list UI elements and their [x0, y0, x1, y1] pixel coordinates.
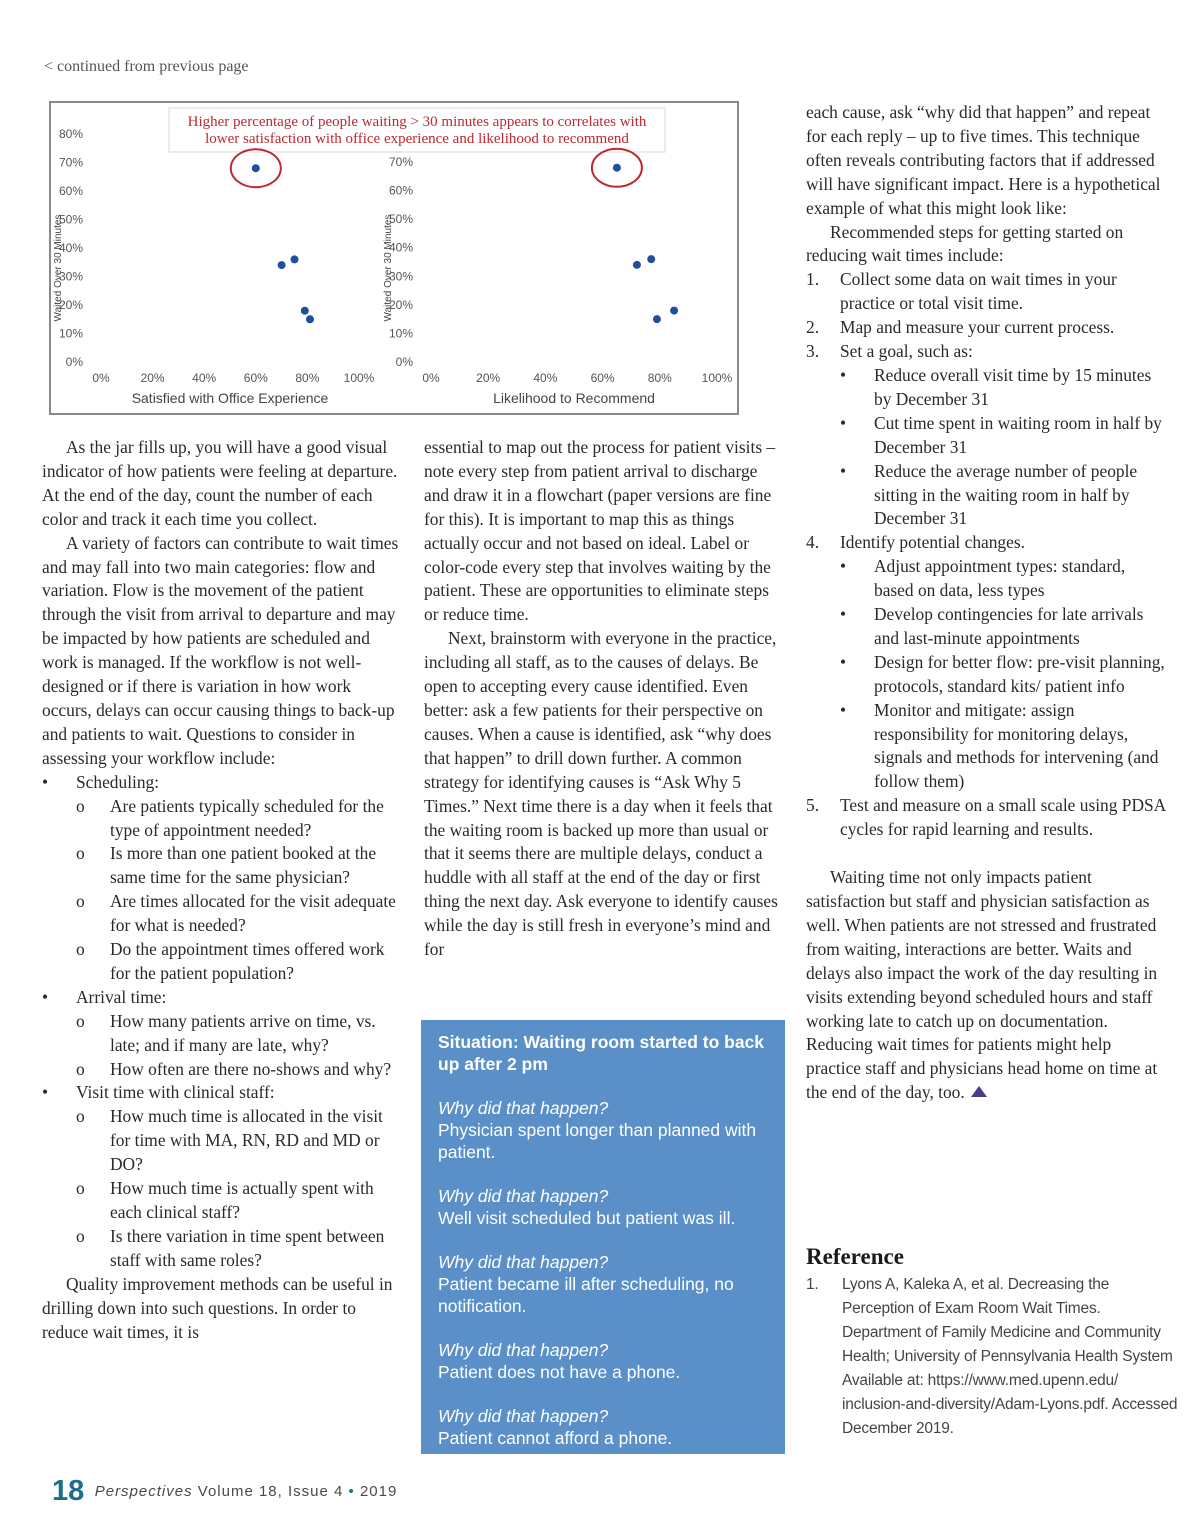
why-answer: Patient cannot afford a phone.	[438, 1428, 673, 1448]
x-axis-label: Satisfied with Office Experience	[131, 390, 329, 406]
numbered-step	[806, 340, 1168, 364]
sub-mark: o	[76, 1225, 85, 1246]
sub-mark: o	[76, 1058, 85, 1079]
step-bullet	[806, 603, 1168, 651]
sub-text: Is there variation in time spent between staff with same roles?	[110, 1225, 385, 1270]
volume: Volume 18, Issue 4	[197, 1483, 344, 1500]
reference-number: 1.	[806, 1276, 819, 1293]
bullet-text: Cut time spent in waiting room in half by December 31	[874, 412, 1162, 457]
bullet-mark: •	[840, 699, 847, 720]
numbered-step	[806, 268, 1168, 316]
x-tick-label: 80%	[647, 371, 672, 385]
why-question: Why did that happen?	[438, 1186, 609, 1206]
why-answer: Physician spent longer than planned with patient.	[438, 1120, 757, 1162]
footer-publication	[95, 1483, 398, 1500]
y-axis-label: Waited Over 30 Minutes	[53, 214, 64, 322]
sub-text: Is more than one patient booked at the same time for the same physician?	[110, 843, 377, 888]
sub-item	[42, 842, 402, 890]
reference-item	[806, 1273, 1178, 1441]
scatter-point	[252, 164, 260, 172]
bullet-mark: •	[42, 1082, 49, 1103]
y-tick-label: 0%	[65, 355, 83, 369]
sub-item	[42, 795, 402, 843]
why-step	[438, 1251, 769, 1317]
scatter-point	[301, 307, 309, 315]
y-tick-label: 10%	[388, 326, 413, 341]
sub-item	[42, 938, 402, 986]
bullet-text: Reduce overall visit time by 15 minutes by December 31	[874, 364, 1152, 409]
step-bullet	[806, 412, 1168, 460]
sub-item	[42, 1010, 402, 1058]
paragraph: Recommended steps for getting started on reducing wait times include:	[806, 221, 1124, 266]
y-tick-label: 60%	[58, 184, 83, 198]
scatter-point	[670, 307, 678, 315]
paragraph: essential to map out the process for patient visits – note every step from patient arrival to discharge and draw it in a flowchart (paper versions are fine for this). It is important to map this as things actually occur and not based on ideal. Label or color-code every step that involves waiting by the patient. These are opportunities to eliminate steps or reduce time.	[424, 437, 776, 625]
sub-text: Are times allocated for the visit adequate for what is needed?	[110, 891, 396, 936]
y-tick-label: 50%	[388, 212, 413, 227]
x-axis-label: Likelihood to Recommend	[493, 390, 655, 406]
bullet-text: Scheduling:	[76, 771, 160, 792]
continued-note: < continued from previous page	[44, 58, 249, 75]
bullet-text: Reduce the average number of people sitting in the waiting room in half by December 31	[874, 460, 1138, 529]
sub-mark: o	[76, 1010, 85, 1031]
sub-text: Are patients typically scheduled for the type of appointment needed?	[110, 795, 384, 840]
bullet-mark: •	[840, 364, 847, 385]
sub-mark: o	[76, 891, 85, 912]
sub-text: How many patients arrive on time, vs. late; and if many are late, why?	[110, 1010, 376, 1055]
bullet-mark: •	[840, 651, 847, 672]
sub-mark: o	[76, 843, 85, 864]
numbered-step	[806, 531, 1168, 555]
annotation-line: Higher percentage of people waiting > 30 minutes appears to correlates with	[187, 114, 647, 130]
bullet-item	[42, 1081, 402, 1105]
scatter-point	[306, 315, 314, 323]
why-step	[438, 1185, 769, 1229]
scatter-charts-svg	[51, 103, 737, 413]
publication-name: Perspectives	[94, 1483, 193, 1500]
x-tick-label: 60%	[243, 371, 268, 385]
step-bullet	[806, 364, 1168, 412]
sidebar-situation: Situation: Waiting room started to back up after 2 pm	[438, 1032, 765, 1074]
why-answer: Patient became ill after scheduling, no notification.	[438, 1274, 734, 1316]
step-bullet	[806, 460, 1168, 532]
sub-item	[42, 1058, 402, 1082]
step-text: Map and measure your current process.	[840, 317, 1115, 338]
x-tick-label: 100%	[701, 371, 733, 385]
y-tick-label: 40%	[388, 240, 413, 255]
scatter-point	[278, 261, 286, 269]
sub-item	[42, 1225, 402, 1273]
end-triangle-icon	[971, 1086, 987, 1097]
reference-heading: Reference	[806, 1244, 904, 1269]
step-number: 3.	[806, 341, 820, 362]
page-footer	[52, 1475, 397, 1508]
step-bullet	[806, 555, 1168, 603]
step-text: Identify potential changes.	[840, 532, 1025, 553]
y-tick-label: 20%	[388, 297, 413, 312]
bullet-text: Monitor and mitigate: assign responsibility for monitoring delays, signals and methods for intervening (and follow them)	[874, 699, 1159, 792]
step-text: Test and measure on a small scale using PDSA cycles for rapid learning and results.	[840, 795, 1166, 840]
bullet-text: Arrival time:	[76, 986, 167, 1007]
sub-item	[42, 890, 402, 938]
y-tick-label: 70%	[58, 155, 83, 170]
bullet-mark: •	[840, 412, 847, 433]
sub-item	[42, 1105, 402, 1177]
why-step	[438, 1097, 769, 1163]
why-sidebar	[421, 1020, 785, 1454]
page-number: 18	[52, 1475, 85, 1507]
scatter-point	[633, 261, 641, 269]
x-tick-label: 60%	[590, 371, 615, 385]
why-question: Why did that happen?	[438, 1098, 609, 1118]
paragraph	[806, 866, 1168, 1105]
sub-mark: o	[76, 1178, 85, 1199]
separator: •	[348, 1483, 355, 1500]
scatter-point	[647, 255, 655, 263]
x-tick-label: 100%	[343, 371, 375, 385]
bullet-mark: •	[840, 460, 847, 481]
step-number: 1.	[806, 269, 820, 290]
scatter-point	[613, 164, 621, 172]
step-number: 5.	[806, 795, 820, 816]
step-text: Set a goal, such as:	[840, 341, 973, 362]
y-tick-label: 80%	[58, 127, 83, 141]
sub-mark: o	[76, 939, 85, 960]
step-text: Collect some data on wait times in your practice or total visit time.	[840, 269, 1117, 314]
bullet-mark: •	[840, 556, 847, 577]
step-number: 4.	[806, 532, 820, 553]
bullet-text: Adjust appointment types: standard, based on data, less types	[874, 556, 1126, 601]
sub-text: Do the appointment times offered work for the patient population?	[110, 939, 385, 983]
step-bullet	[806, 699, 1168, 795]
paragraph: each cause, ask “why did that happen” and repeat for each reply – up to five times. This technique often reveals contributing factors that if addressed will have significant impact. Here is a hypothetical example of what this might look like:	[806, 102, 1161, 218]
sub-text: How much time is allocated in the visit for time with MA, RN, RD and MD or DO?	[110, 1106, 383, 1175]
bullet-text: Design for better flow: pre-visit planning, protocols, standard kits/ patient info	[874, 651, 1165, 696]
x-tick-label: 0%	[422, 371, 440, 385]
why-step	[438, 1405, 769, 1449]
why-question: Why did that happen?	[438, 1406, 609, 1426]
annotation-line: lower satisfaction with office experience and likelihood to recommend	[205, 131, 629, 147]
closing-text: Waiting time not only impacts patient satisfaction but staff and physician satisfaction as well. When patients are not stressed and frustrated from waiting, interactions are better. Waits and delays also impact the work of the day resulting in visits extending beyond scheduled hours and staff working late to catch up on documentation. Reducing wait times for patients might help practice staff and physicians head home on time at the end of the day, too.	[806, 867, 1158, 1103]
column-3	[806, 101, 1168, 1105]
numbered-step	[806, 316, 1168, 340]
why-question: Why did that happen?	[438, 1340, 609, 1360]
bullet-item	[42, 986, 402, 1010]
bullet-mark: •	[840, 604, 847, 625]
bullet-mark: •	[42, 771, 49, 792]
column-1	[42, 436, 402, 1344]
sub-item	[42, 1177, 402, 1225]
y-tick-label: 70%	[388, 155, 413, 169]
x-tick-label: 0%	[92, 371, 110, 385]
sub-text: How much time is actually spent with each clinical staff?	[110, 1178, 374, 1222]
paragraph: A variety of factors can contribute to wait times and may fall into two main categories: flow and variation. Flow is the movement of the patient through the visit from arrival to departure and may be impacted by how patients are scheduled and work is managed. If the workflow is not well-designed or if there is variation in how work occurs, delays can occur causing things to back-up and patients to wait. Questions to consider in assessing your workflow include:	[42, 532, 399, 768]
step-bullet	[806, 651, 1168, 699]
step-number: 2.	[806, 317, 820, 338]
y-tick-label: 50%	[58, 212, 83, 227]
paragraph: As the jar fills up, you will have a good visual indicator of how patients were feeling at departure. At the end of the day, count the number of each color and track it each time you collect.	[42, 437, 398, 529]
y-tick-label: 0%	[395, 355, 413, 369]
scatter-point	[291, 255, 299, 263]
paragraph: Next, brainstorm with everyone in the practice, including all staff, as to the causes of delays. Be open to accepting every cause identified. Even better: ask a few patients for their perspective on causes. When a cause is identified, ask “why does that happen” to drill down further. A common strategy for identifying causes is “Ask Why 5 Times.” Next time there is a day when it feels that the waiting room is backed up more than usual or that it seems there are multiple delays, conduct a huddle with all staff at the end of the day or first thing the next day. Ask everyone to identify causes while the day is still fresh in everyone’s mind and for	[424, 628, 778, 960]
x-tick-label: 20%	[140, 371, 165, 385]
sub-mark: o	[76, 795, 85, 816]
sub-mark: o	[76, 1106, 85, 1127]
y-tick-label: 20%	[58, 298, 83, 312]
why-question: Why did that happen?	[438, 1252, 609, 1272]
y-tick-label: 40%	[58, 241, 83, 255]
year: 2019	[359, 1483, 398, 1500]
sub-text: How often are there no-shows and why?	[110, 1058, 392, 1079]
y-axis-label: Waited Over 30 Minutes	[383, 214, 394, 322]
y-tick-label: 30%	[388, 269, 413, 284]
y-tick-label: 30%	[58, 269, 83, 284]
y-tick-label: 10%	[58, 326, 83, 341]
y-tick-label: 60%	[388, 183, 413, 198]
bullet-mark: •	[42, 986, 49, 1007]
reference-text: Lyons A, Kaleka A, et al. Decreasing the Perception of Exam Room Wait Times. Department of Family Medicine and Community Health; University of Pennsylvania Health System Available at: https://www.med.upenn.edu/ inclusion-and-diversity/Adam-Lyons.pdf. Accessed December 2019.	[842, 1276, 1178, 1437]
bullet-item	[42, 771, 402, 795]
column-2	[424, 436, 786, 962]
bullet-text: Develop contingencies for late arrivals and last-minute appointments	[874, 604, 1144, 648]
why-step	[438, 1339, 769, 1383]
numbered-step	[806, 794, 1168, 842]
scatter-figure	[49, 101, 739, 415]
x-tick-label: 80%	[295, 371, 320, 385]
x-tick-label: 20%	[476, 371, 501, 385]
reference-list	[806, 1273, 1178, 1441]
scatter-point	[653, 315, 661, 323]
x-tick-label: 40%	[533, 371, 558, 385]
bullet-text: Visit time with clinical staff:	[76, 1082, 275, 1103]
paragraph: Quality improvement methods can be useful in drilling down into such questions. In order to reduce wait times, it is	[42, 1273, 393, 1342]
why-answer: Well visit scheduled but patient was ill.	[438, 1208, 736, 1228]
x-tick-label: 40%	[192, 371, 217, 385]
why-answer: Patient does not have a phone.	[438, 1362, 681, 1382]
